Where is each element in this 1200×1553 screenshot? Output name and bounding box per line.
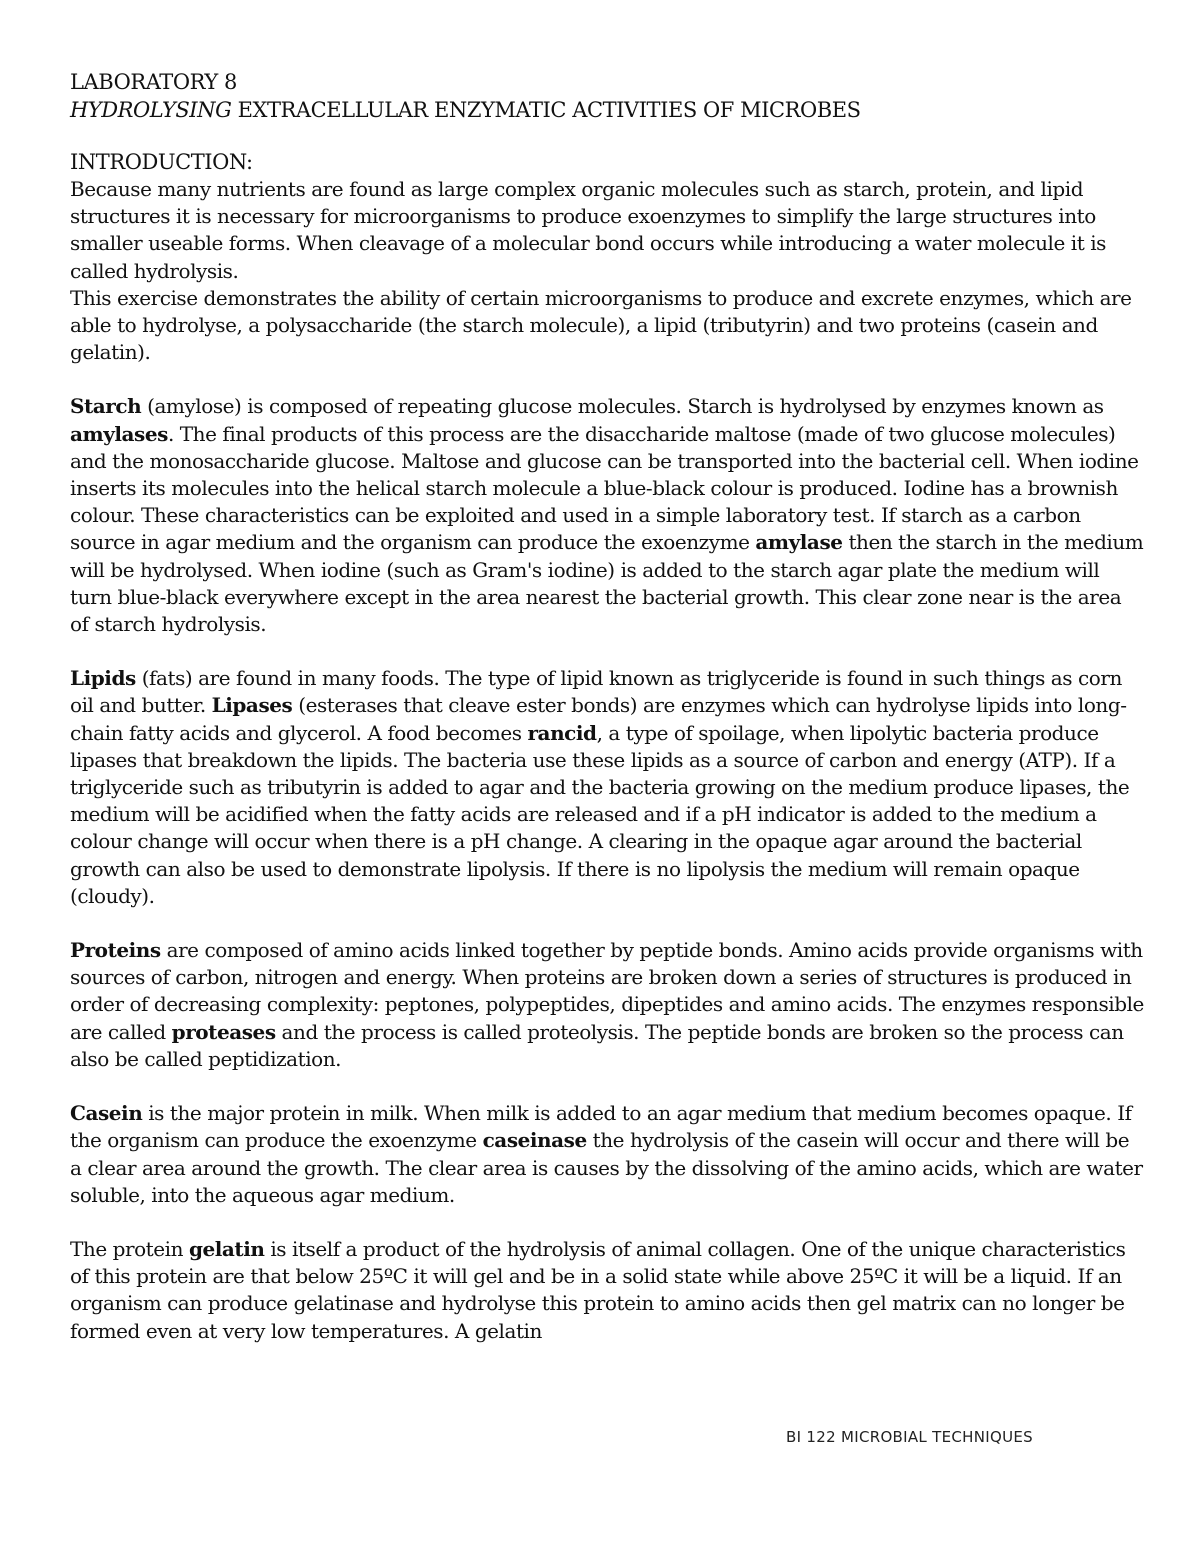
- proteases-term: proteases: [171, 1019, 276, 1044]
- lipids-text-3: , a type of spoilage, when lipolytic bacteria produce lipases that breakdown the lipids. The bacteria use these lipids as a source of carbon and energy (ATP). If a triglyceride such as tributyrin is added to agar and the bacteria growing on the medium produce lipases, the medium will be acidified when the fatty acids are released and if a pH indicator is added to the medium a colour change will occur when there is a pH change. A clearing in the opaque agar around the bacterial growth can also be used to demonstrate lipolysis. If there is no lipolysis the medium will remain opaque (cloudy).: [70, 720, 1130, 908]
- casein-text-1: is the major protein in milk. When milk is added to an agar medium that medium becomes opaque. If the organism can produce the exoenzyme: [70, 1101, 1132, 1153]
- starch-term: Starch: [70, 394, 142, 419]
- proteins-text-1: are composed of amino acids linked together by peptide bonds. Amino acids provide organisms with sources of carbon, nitrogen and energy. When proteins are broken down a series of structures is produced in order of decreasing complexity: peptones, polypeptides, dipeptides and amino acids. The enzymes responsible are called: [70, 938, 1144, 1044]
- intro-paragraph-1: Because many nutrients are found as large complex organic molecules such as starch, protein, and lipid structures it is necessary for microorganisms to produce exoenzymes to simplify the large structures into smaller useable forms. When cleavage of a molecular bond occurs while introducing a water molecule it is called hydrolysis.: [70, 177, 1106, 283]
- lipids-text-1: (fats) are found in many foods. The type of lipid known as triglyceride is found in such things as corn oil and butter.: [70, 666, 1122, 718]
- introduction-heading: INTRODUCTION:: [70, 150, 253, 174]
- lipids-paragraph: [70, 665, 1145, 910]
- casein-term: Casein: [70, 1101, 143, 1126]
- course-footer: BI 122 MICROBIAL TECHNIQUES: [786, 1428, 1033, 1446]
- casein-text-2: the hydrolysis of the casein will occur and there will be a clear area around the growth. The clear area is causes by the dissolving of the amino acids, which are water soluble, into the aqueous agar medium.: [70, 1128, 1143, 1207]
- lab-title-rest: EXTRACELLULAR ENZYMATIC ACTIVITIES OF MICROBES: [231, 98, 861, 122]
- lab-title: [70, 96, 1145, 124]
- rancid-term: rancid: [527, 720, 597, 745]
- amylases-term: amylases: [70, 421, 168, 446]
- starch-text-3: then the starch in the medium will be hydrolysed. When iodine (such as Gram's iodine) is added to the starch agar plate the medium will turn blue-black everywhere except in the area nearest the bacterial growth. This clear zone near is the area of starch hydrolysis.: [70, 530, 1144, 637]
- document-page: [70, 68, 1145, 1345]
- starch-text-1: (amylose) is composed of repeating glucose molecules. Starch is hydrolysed by enzymes known as: [141, 394, 1104, 419]
- casein-paragraph: [70, 1100, 1145, 1209]
- gelatin-text-0: The protein: [70, 1236, 189, 1261]
- starch-text-2: . The final products of this process are the disaccharide maltose (made of two glucose molecules) and the monosaccharide glucose. Maltose and glucose can be transported into the bacterial cell. When iodine inserts its molecules into the helical starch molecule a blue-black colour is produced. Iodine has a brownish colour. These characteristics can be exploited and used in a simple laboratory test. If starch as a carbon source in agar medium and the organism can produce the exoenzyme: [70, 421, 1139, 555]
- intro-paragraph-2: This exercise demonstrates the ability of certain microorganisms to produce and excrete enzymes, which are able to hydrolyse, a polysaccharide (the starch molecule), a lipid (tributyrin) and two proteins (casein and gelatin).: [70, 285, 1132, 365]
- lipids-term: Lipids: [70, 666, 136, 691]
- starch-paragraph: [70, 393, 1145, 638]
- amylase-term: amylase: [755, 530, 843, 555]
- proteins-text-2: and the process is called proteolysis. The peptide bonds are broken so the process can also be called peptidization.: [70, 1019, 1124, 1071]
- lipids-text-2: (esterases that cleave ester bonds) are enzymes which can hydrolyse lipids into long-chain fatty acids and glycerol. A food becomes: [70, 693, 1127, 745]
- gelatin-paragraph: [70, 1236, 1145, 1345]
- lipases-term: Lipases: [211, 693, 293, 718]
- lab-title-italic: HYDROLYSING: [70, 98, 232, 122]
- gelatin-term: gelatin: [188, 1236, 265, 1261]
- lab-number: LABORATORY 8: [70, 70, 237, 94]
- gelatin-text-1: is itself a product of the hydrolysis of animal collagen. One of the unique characteristics of this protein are that below 25ºC it will gel and be in a solid state while above 25ºC it will be a liquid. If an organism can produce gelatinase and hydrolyse this protein to amino acids then gel matrix can no longer be formed even at very low temperatures. A gelatin: [70, 1236, 1126, 1343]
- caseinase-term: caseinase: [482, 1128, 587, 1153]
- proteins-term: Proteins: [70, 938, 161, 963]
- proteins-paragraph: [70, 937, 1145, 1073]
